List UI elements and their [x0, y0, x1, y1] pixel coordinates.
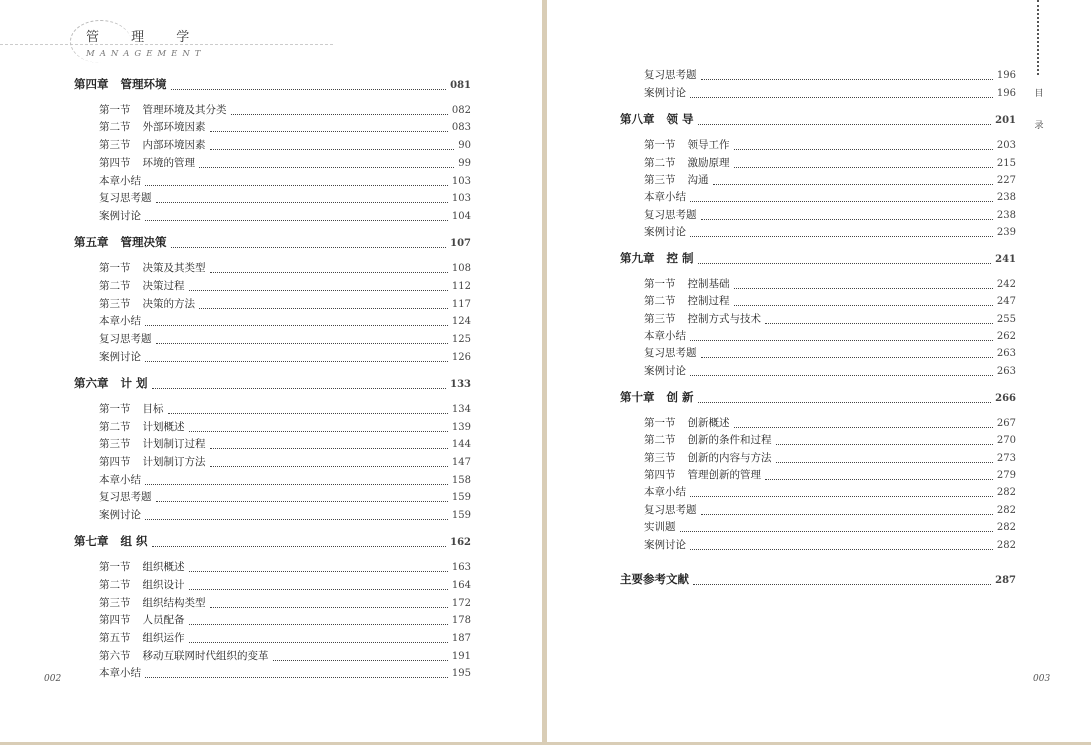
toc-section-entry[interactable] — [99, 561, 471, 574]
toc-page-number: 159 — [451, 510, 471, 521]
toc-item-entry[interactable] — [99, 315, 471, 328]
toc-entry-number: 第二节 — [99, 421, 131, 433]
toc-page-number: 139 — [451, 422, 471, 433]
toc-entry-title: 本章小结 — [99, 315, 141, 327]
toc-leader-dots — [199, 300, 448, 309]
toc-page-number: 147 — [451, 457, 471, 468]
toc-leader-dots — [713, 176, 993, 185]
toc-entry-title: 案例讨论 — [99, 351, 141, 363]
toc-leader-dots — [734, 159, 993, 168]
toc-entry-title: 复习思考题 — [644, 504, 697, 516]
toc-entry-title: 目标 — [142, 403, 164, 415]
toc-entry-title: 决策的方法 — [142, 298, 195, 310]
toc-item-entry[interactable] — [99, 333, 471, 346]
toc-page-number: 117 — [451, 299, 471, 310]
toc-chapter-entry[interactable] — [620, 252, 1016, 266]
toc-item-entry[interactable] — [99, 351, 471, 364]
toc-page-number: 203 — [996, 140, 1016, 151]
toc-leader-dots — [690, 89, 993, 98]
toc-page-number: 282 — [996, 505, 1016, 516]
toc-section-entry[interactable] — [99, 438, 471, 451]
toc-section-entry[interactable] — [644, 139, 1016, 152]
toc-item-entry[interactable] — [99, 210, 471, 223]
toc-entry-title: 案例讨论 — [644, 539, 686, 551]
toc-item-entry[interactable] — [99, 509, 471, 522]
page-number-left: 002 — [44, 674, 62, 684]
toc-leader-dots — [171, 81, 447, 90]
side-mark-char: 目 — [1034, 89, 1044, 99]
toc-leader-dots — [690, 541, 993, 550]
toc-page-number: 196 — [996, 88, 1016, 99]
toc-leader-dots — [690, 332, 993, 341]
toc-entry-title: 组织概述 — [142, 561, 185, 573]
toc-section-entry[interactable] — [644, 278, 1016, 291]
toc-section-entry[interactable] — [644, 434, 1016, 447]
toc-entry-title: 控制方式与技术 — [687, 313, 761, 325]
toc-section-entry[interactable] — [99, 421, 471, 434]
toc-entry-title: 复习思考题 — [644, 69, 697, 81]
toc-section-entry[interactable] — [644, 295, 1016, 308]
toc-entry-number: 第一节 — [644, 417, 676, 429]
toc-entry-title: 案例讨论 — [99, 210, 141, 222]
toc-leader-dots — [210, 599, 448, 608]
toc-section-entry[interactable] — [99, 280, 471, 293]
toc-chapter-entry[interactable] — [74, 236, 471, 250]
toc-entry-title: 计划概述 — [142, 421, 185, 433]
toc-leader-dots — [690, 367, 993, 376]
toc-entry-title: 复习思考题 — [99, 192, 152, 204]
toc-entry-number: 第五章 — [74, 235, 109, 249]
toc-leader-dots — [189, 581, 448, 590]
toc-leader-dots — [776, 454, 993, 463]
toc-item-entry[interactable] — [644, 87, 1016, 100]
toc-page-number: 196 — [996, 70, 1016, 81]
toc-leader-dots — [210, 123, 448, 132]
toc-item-entry[interactable] — [644, 365, 1016, 378]
toc-entry-number: 第四节 — [99, 456, 131, 468]
left-page — [0, 0, 542, 742]
toc-page-number: 104 — [451, 211, 471, 222]
toc-section-entry[interactable] — [99, 597, 471, 610]
toc-chapter-entry[interactable] — [74, 78, 471, 92]
toc-entry-title: 本章小结 — [644, 330, 686, 342]
toc-leader-dots — [156, 493, 448, 502]
toc-page-number: 247 — [996, 296, 1016, 307]
toc-entry-title: 本章小结 — [99, 667, 141, 679]
toc-entry-title: 内部环境因素 — [142, 139, 206, 151]
toc-page-number: 195 — [451, 668, 471, 679]
toc-leader-dots — [152, 538, 447, 547]
toc-section-entry[interactable] — [99, 456, 471, 469]
toc-item-entry[interactable] — [644, 191, 1016, 204]
toc-chapter-entry[interactable] — [620, 391, 1016, 405]
toc-entry-title: 计 划 — [120, 376, 148, 390]
toc-entry-title: 案例讨论 — [644, 226, 686, 238]
toc-entry-title: 本章小结 — [644, 191, 686, 203]
toc-leader-dots — [734, 297, 993, 306]
page-number-right: 003 — [1033, 674, 1051, 684]
toc-page-number: 255 — [996, 314, 1016, 325]
toc-page-number: 133 — [450, 379, 471, 390]
toc-leader-dots — [698, 394, 992, 403]
toc-page-number: 282 — [996, 487, 1016, 498]
toc-leader-dots — [145, 476, 448, 485]
toc-chapter-entry[interactable] — [74, 535, 471, 549]
toc-page-number: 103 — [451, 176, 471, 187]
toc-page-number: 238 — [996, 210, 1016, 221]
side-dotted-rule — [1037, 0, 1039, 75]
toc-chapter-entry[interactable] — [74, 377, 471, 391]
toc-item-entry[interactable] — [644, 521, 1016, 534]
toc-entry-title: 计划制订过程 — [142, 438, 206, 450]
toc-entry-number: 第九章 — [620, 251, 655, 265]
toc-section-entry[interactable] — [99, 104, 471, 117]
toc-section-entry[interactable] — [99, 298, 471, 311]
toc-entry-number: 第二节 — [99, 579, 131, 591]
toc-entry-title: 本章小结 — [99, 175, 141, 187]
toc-entry-title: 复习思考题 — [644, 209, 697, 221]
toc-entry-title: 沟通 — [687, 174, 709, 186]
toc-entry-title: 管理决策 — [120, 235, 167, 249]
toc-section-entry[interactable] — [644, 417, 1016, 430]
toc-leader-dots — [210, 141, 455, 150]
toc-page-number: 241 — [995, 254, 1016, 265]
toc-page-number: 191 — [451, 651, 471, 662]
toc-leader-dots — [701, 349, 993, 358]
toc-entry-title: 外部环境因素 — [142, 121, 206, 133]
toc-entry-title: 复习思考题 — [99, 333, 152, 345]
toc-item-entry[interactable] — [99, 474, 471, 487]
toc-page-number: 263 — [996, 366, 1016, 377]
toc-entry-number: 第二节 — [99, 121, 131, 133]
toc-item-entry[interactable] — [99, 667, 471, 680]
toc-leader-dots — [210, 264, 448, 273]
toc-leader-dots — [156, 194, 448, 203]
toc-entry-number: 第八章 — [620, 112, 655, 126]
side-section-mark — [1034, 78, 1044, 142]
toc-page-number: 287 — [995, 575, 1016, 586]
toc-section-entry[interactable] — [99, 262, 471, 275]
toc-item-entry[interactable] — [644, 486, 1016, 499]
toc-entry-number: 第四章 — [74, 77, 109, 91]
toc-entry-number: 第三节 — [644, 313, 676, 325]
toc-leader-dots — [776, 436, 993, 445]
toc-leader-dots — [690, 228, 993, 237]
toc-page-number: 083 — [451, 122, 471, 133]
toc-leader-dots — [273, 652, 448, 661]
toc-page-number: 103 — [451, 193, 471, 204]
toc-entry-number: 第二节 — [99, 280, 131, 292]
toc-section-entry[interactable] — [99, 650, 471, 663]
toc-leader-dots — [734, 419, 993, 428]
toc-entry-number: 第一节 — [644, 278, 676, 290]
toc-leader-dots — [145, 353, 448, 362]
toc-page-number: 266 — [995, 393, 1016, 404]
toc-page-number: 107 — [450, 238, 471, 249]
toc-entry-title: 领 导 — [666, 112, 694, 126]
toc-leader-dots — [171, 239, 447, 248]
toc-entry-title: 管理环境及其分类 — [142, 104, 227, 116]
right-page — [547, 0, 1091, 742]
toc-leader-dots — [231, 106, 448, 115]
toc-item-entry[interactable] — [99, 175, 471, 188]
toc-section-entry[interactable] — [644, 157, 1016, 170]
toc-page-number: 178 — [451, 615, 471, 626]
toc-page-number: 158 — [451, 475, 471, 486]
toc-section-entry[interactable] — [99, 157, 471, 170]
toc-page-number: 262 — [996, 331, 1016, 342]
toc-entry-number: 第四节 — [644, 469, 676, 481]
toc-entry-title: 管理环境 — [120, 77, 167, 91]
toc-leader-dots — [189, 282, 448, 291]
toc-leader-dots — [189, 616, 448, 625]
toc-entry-title: 创新的内容与方法 — [687, 452, 772, 464]
toc-entry-number: 第三节 — [644, 174, 676, 186]
toc-entry-title: 案例讨论 — [99, 509, 141, 521]
toc-leader-dots — [734, 280, 993, 289]
toc-leader-dots — [156, 335, 448, 344]
toc-entry-title: 复习思考题 — [644, 347, 697, 359]
toc-entry-title: 本章小结 — [99, 474, 141, 486]
toc-entry-number: 第二节 — [644, 434, 676, 446]
toc-entry-title: 决策及其类型 — [142, 262, 206, 274]
toc-entry-title: 组织设计 — [142, 579, 185, 591]
toc-entry-number: 第六章 — [74, 376, 109, 390]
toc-page-number: 144 — [451, 439, 471, 450]
toc-item-entry[interactable] — [99, 192, 471, 205]
toc-entry-number: 第一节 — [99, 104, 131, 116]
toc-leader-dots — [145, 669, 448, 678]
toc-entry-title: 决策过程 — [142, 280, 185, 292]
toc-entry-number: 第一节 — [99, 561, 131, 573]
toc-entry-title: 移动互联网时代组织的变革 — [142, 650, 269, 662]
toc-leader-dots — [765, 471, 993, 480]
toc-section-entry[interactable] — [99, 614, 471, 627]
toc-page-number: 126 — [451, 352, 471, 363]
toc-section-entry[interactable] — [99, 632, 471, 645]
toc-page-number: 125 — [451, 334, 471, 345]
toc-section-entry[interactable] — [99, 139, 471, 152]
toc-entry-title: 案例讨论 — [644, 365, 686, 377]
toc-chapter-entry[interactable] — [620, 573, 1016, 587]
toc-entry-number: 第五节 — [99, 632, 131, 644]
toc-entry-number: 第七章 — [74, 534, 109, 548]
toc-page-number: 242 — [996, 279, 1016, 290]
toc-section-entry[interactable] — [644, 452, 1016, 465]
toc-leader-dots — [145, 511, 448, 520]
toc-page-number: 187 — [451, 633, 471, 644]
toc-section-entry[interactable] — [644, 174, 1016, 187]
toc-item-entry[interactable] — [644, 539, 1016, 552]
toc-entry-title: 组 织 — [120, 534, 148, 548]
toc-section-entry[interactable] — [644, 469, 1016, 482]
toc-entry-number: 第二节 — [644, 295, 676, 307]
toc-entry-number: 第二节 — [644, 157, 676, 169]
toc-page-number: 267 — [996, 418, 1016, 429]
toc-entry-number: 第三节 — [99, 298, 131, 310]
toc-entry-title: 计划制订方法 — [142, 456, 206, 468]
toc-leader-dots — [701, 211, 993, 220]
toc-entry-number: 第四节 — [99, 157, 131, 169]
toc-leader-dots — [210, 458, 448, 467]
toc-page-number: 99 — [458, 158, 471, 169]
toc-chapter-entry[interactable] — [620, 113, 1016, 127]
toc-leader-dots — [152, 380, 447, 389]
toc-section-entry[interactable] — [644, 313, 1016, 326]
toc-page-number: 134 — [451, 404, 471, 415]
toc-leader-dots — [701, 506, 993, 515]
toc-page-number: 282 — [996, 522, 1016, 533]
toc-entry-number: 第一节 — [99, 403, 131, 415]
toc-section-entry[interactable] — [99, 579, 471, 592]
toc-entry-title: 本章小结 — [644, 486, 686, 498]
toc-leader-dots — [189, 634, 448, 643]
toc-page-number: 215 — [996, 158, 1016, 169]
toc-section-entry[interactable] — [99, 403, 471, 416]
toc-leader-dots — [189, 563, 448, 572]
side-mark-char: 录 — [1034, 121, 1044, 131]
toc-entry-title: 组织运作 — [142, 632, 185, 644]
toc-page-number: 172 — [451, 598, 471, 609]
toc-entry-title: 主要参考文献 — [620, 572, 689, 586]
toc-page-number: 273 — [996, 453, 1016, 464]
toc-page-number: 112 — [451, 281, 471, 292]
toc-page-number: 227 — [996, 175, 1016, 186]
toc-entry-title: 控制基础 — [687, 278, 730, 290]
toc-page-number: 201 — [995, 115, 1016, 126]
toc-entry-title: 激励原理 — [687, 157, 730, 169]
toc-entry-number: 第一节 — [644, 139, 676, 151]
toc-leader-dots — [210, 440, 448, 449]
toc-entry-title: 案例讨论 — [644, 87, 686, 99]
toc-leader-dots — [168, 405, 448, 414]
toc-entry-number: 第一节 — [99, 262, 131, 274]
toc-entry-title: 创 新 — [666, 390, 694, 404]
toc-page-number: 90 — [458, 140, 471, 151]
toc-page-number: 108 — [451, 263, 471, 274]
toc-item-entry[interactable] — [644, 347, 1016, 360]
toc-entry-title: 人员配备 — [142, 614, 185, 626]
toc-entry-title: 控 制 — [666, 251, 694, 265]
toc-entry-title: 创新概述 — [687, 417, 730, 429]
toc-leader-dots — [145, 212, 448, 221]
toc-leader-dots — [701, 71, 993, 80]
toc-entry-title: 复习思考题 — [99, 491, 152, 503]
toc-entry-title: 领导工作 — [687, 139, 730, 151]
toc-leader-dots — [734, 141, 993, 150]
toc-page-number: 282 — [996, 540, 1016, 551]
toc-leader-dots — [145, 177, 448, 186]
toc-leader-dots — [698, 255, 992, 264]
toc-page-number: 159 — [451, 492, 471, 503]
toc-item-entry[interactable] — [644, 330, 1016, 343]
toc-leader-dots — [698, 116, 992, 125]
toc-page-number: 163 — [451, 562, 471, 573]
toc-leader-dots — [189, 423, 448, 432]
toc-leader-dots — [690, 488, 993, 497]
toc-page-number: 162 — [450, 537, 471, 548]
toc-entry-number: 第三节 — [99, 597, 131, 609]
toc-leader-dots — [199, 159, 454, 168]
toc-page-number: 164 — [451, 580, 471, 591]
toc-entry-title: 组织结构类型 — [142, 597, 206, 609]
toc-page-number: 279 — [996, 470, 1016, 481]
toc-leader-dots — [690, 193, 993, 202]
toc-leader-dots — [693, 576, 991, 585]
toc-item-entry[interactable] — [99, 491, 471, 504]
toc-entry-number: 第三节 — [99, 139, 131, 151]
toc-entry-number: 第十章 — [620, 390, 655, 404]
toc-page-number: 238 — [996, 192, 1016, 203]
toc-item-entry[interactable] — [644, 69, 1016, 82]
toc-leader-dots — [680, 523, 993, 532]
toc-entry-number: 第三节 — [99, 438, 131, 450]
toc-entry-title: 管理创新的管理 — [687, 469, 761, 481]
book-title: 管 理 学 — [86, 30, 204, 45]
toc-page-number: 124 — [451, 316, 471, 327]
toc-entry-number: 第三节 — [644, 452, 676, 464]
toc-page-number: 270 — [996, 435, 1016, 446]
toc-leader-dots — [145, 317, 448, 326]
toc-item-entry[interactable] — [644, 504, 1016, 517]
toc-page-number: 082 — [451, 105, 471, 116]
toc-entry-title: 环境的管理 — [142, 157, 195, 169]
toc-page-number: 081 — [450, 80, 471, 91]
toc-entry-title: 创新的条件和过程 — [687, 434, 772, 446]
toc-leader-dots — [765, 315, 993, 324]
toc-entry-number: 第六节 — [99, 650, 131, 662]
toc-section-entry[interactable] — [99, 121, 471, 134]
toc-entry-title: 控制过程 — [687, 295, 730, 307]
toc-entry-number: 第四节 — [99, 614, 131, 626]
toc-item-entry[interactable] — [644, 209, 1016, 222]
toc-page-number: 239 — [996, 227, 1016, 238]
toc-item-entry[interactable] — [644, 226, 1016, 239]
toc-entry-title: 实训题 — [644, 521, 676, 533]
book-subtitle: MANAGEMENT — [86, 49, 206, 59]
toc-page-number: 263 — [996, 348, 1016, 359]
